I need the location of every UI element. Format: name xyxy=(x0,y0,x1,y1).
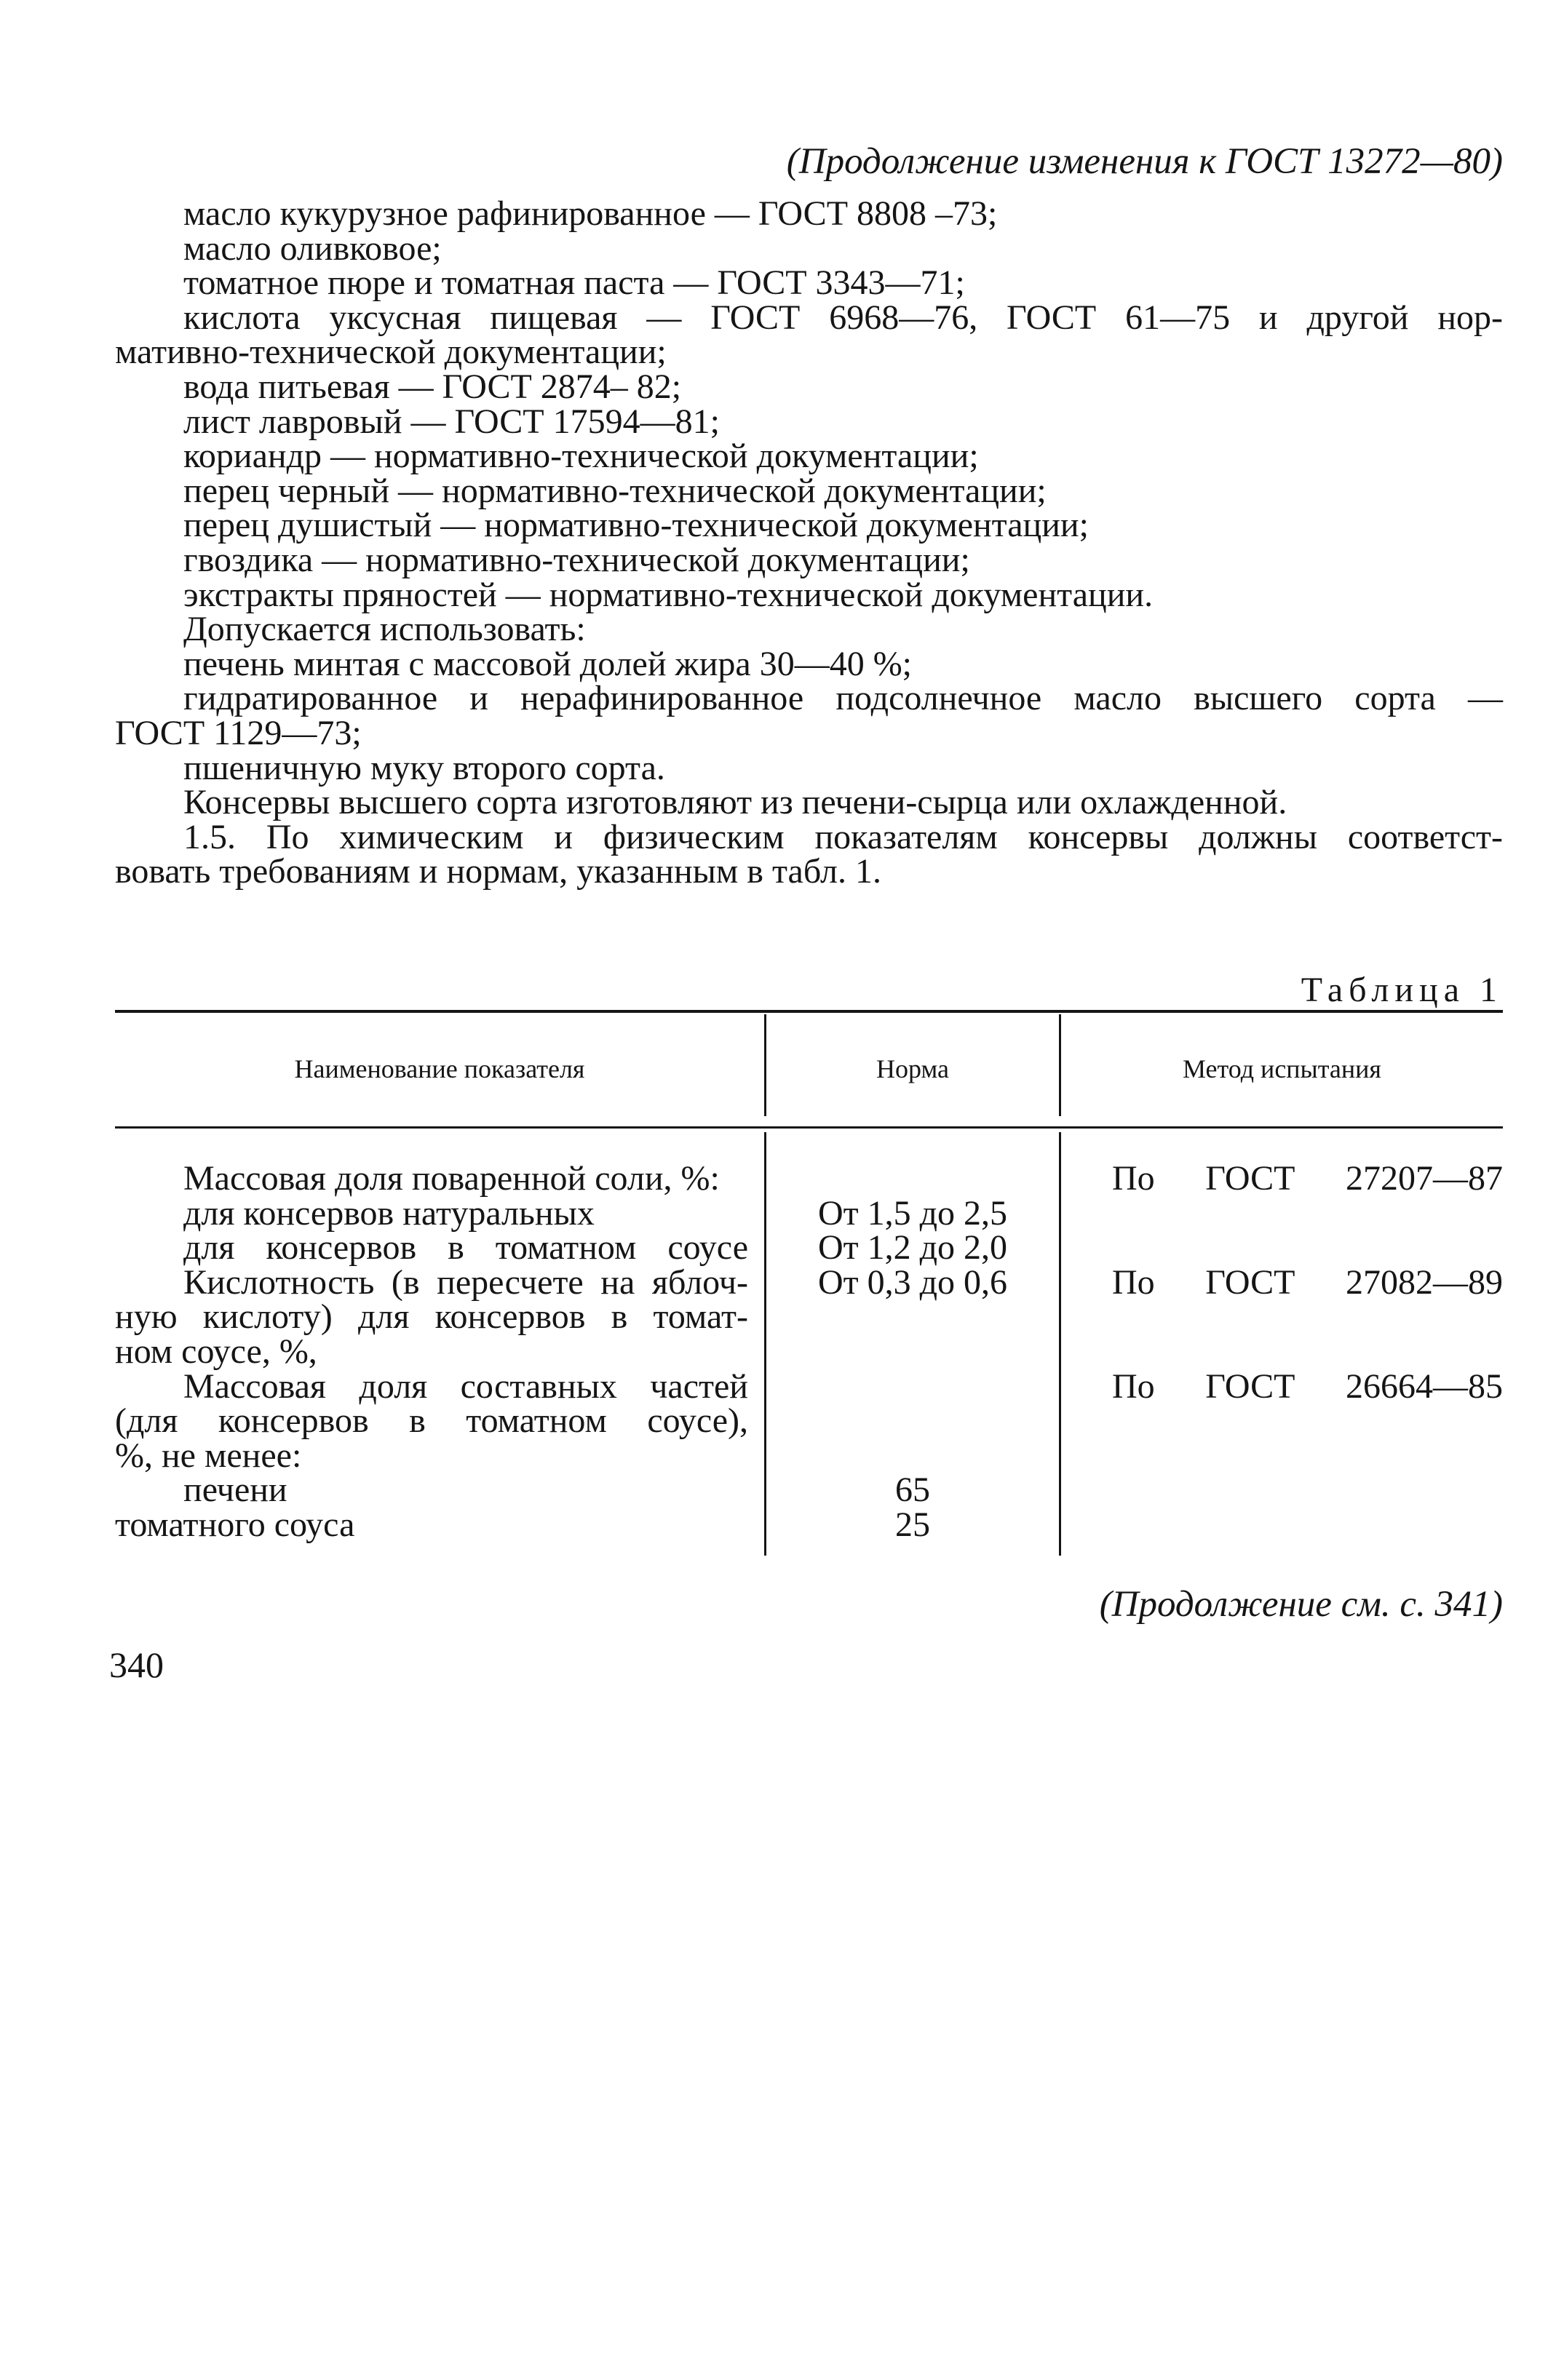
body-line: масло кукурузное рафинированное — ГОСТ 8808 –73; xyxy=(183,194,998,233)
table-cell-name: томатного соуса xyxy=(115,1505,355,1544)
table-name-column xyxy=(115,1161,748,1543)
body-line: гидратированное и нерафинированное подсолнечное масло высшего сорта — xyxy=(183,679,1503,718)
table-header-norm: Норма xyxy=(876,1054,949,1083)
table-cell-name: ную кислоту) для консервов в томат- xyxy=(115,1297,748,1337)
body-line: лист лавровый — ГОСТ 17594—81; xyxy=(183,402,720,441)
table-header-method: Метод испытания xyxy=(1183,1054,1381,1083)
table-cell-name: для консервов натуральных xyxy=(183,1193,595,1233)
method-gost: ГОСТ xyxy=(1205,1366,1295,1406)
method-gost: ГОСТ xyxy=(1205,1159,1295,1198)
body-line: вовать требованиям и нормам, указанным в табл. 1. xyxy=(115,852,881,891)
body-line: гвоздика — нормативно-технической документации; xyxy=(183,540,970,579)
table-top-rule xyxy=(115,1010,1503,1013)
body-text xyxy=(115,196,1503,889)
table-header-rule xyxy=(115,1126,1503,1129)
continued-note: (Продолжение см. с. 341) xyxy=(1099,1584,1503,1625)
table-cell-name: %, не менее: xyxy=(115,1436,302,1475)
table-cell-name: Массовая доля поваренной соли, %: xyxy=(183,1159,720,1198)
method-number: 26664—85 xyxy=(1346,1366,1503,1406)
method-prefix: По xyxy=(1112,1262,1155,1302)
body-line: печень минтая с массовой долей жира 30—40 %; xyxy=(183,644,913,683)
body-line: экстракты пряностей — нормативно-технической документации. xyxy=(183,575,1154,614)
table-cell-norm: От 0,3 до 0,6 xyxy=(817,1262,1008,1302)
body-line: Допускается использовать: xyxy=(183,610,586,649)
table-cell-norm: 25 xyxy=(895,1505,930,1544)
table-cell-name: печени xyxy=(183,1470,287,1510)
running-head: (Продолжение изменения к ГОСТ 13272—80) xyxy=(786,141,1503,182)
method-gost: ГОСТ xyxy=(1205,1262,1295,1302)
body-line: ГОСТ 1129—73; xyxy=(115,713,362,752)
body-line: кориандр — нормативно-технической документации; xyxy=(183,437,979,476)
table-header-name: Наименование показателя xyxy=(294,1054,585,1083)
table-cell-norm: 65 xyxy=(895,1470,930,1510)
table-cell-name: Кислотность (в пересчете на яблоч- xyxy=(183,1262,748,1302)
page-number: 340 xyxy=(109,1644,164,1685)
table-cell-method xyxy=(1112,1161,1503,1196)
body-line: перец душистый — нормативно-технической документации; xyxy=(183,506,1089,545)
table-cell-name: ном соусе, %, xyxy=(115,1332,317,1371)
body-line: пшеничную муку второго сорта. xyxy=(183,748,665,787)
table-cell-name: Массовая доля составных частей xyxy=(183,1366,748,1406)
table-cell-method xyxy=(1112,1262,1503,1302)
body-line: Консервы высшего сорта изготовляют из печени-сырца или охлажденной. xyxy=(183,783,1287,822)
table-cell-name: (для консервов в томатном соусе), xyxy=(115,1401,748,1441)
table-cell-method xyxy=(1112,1366,1503,1406)
body-line: мативно-технической документации; xyxy=(115,333,667,372)
body-line: кислота уксусная пищевая — ГОСТ 6968—76, ГОСТ 61—75 и другой нор- xyxy=(183,298,1503,337)
method-number: 27207—87 xyxy=(1346,1159,1503,1198)
body-line: перец черный — нормативно-технической документации; xyxy=(183,471,1047,510)
method-prefix: По xyxy=(1112,1366,1155,1406)
body-line: 1.5. По химическим и физическим показателям консервы должны соответст- xyxy=(183,817,1503,856)
table-caption: Таблица 1 xyxy=(1301,971,1503,1009)
table-column-divider xyxy=(1059,1132,1061,1556)
body-line: вода питьевая — ГОСТ 2874– 82; xyxy=(183,367,682,406)
method-prefix: По xyxy=(1112,1159,1155,1198)
body-line: масло оливковое; xyxy=(183,228,442,268)
body-line: томатное пюре и томатная паста — ГОСТ 3343—71; xyxy=(183,263,965,303)
table-cell-norm: От 1,5 до 2,5 xyxy=(817,1193,1008,1233)
table-cell-norm: От 1,2 до 2,0 xyxy=(817,1228,1008,1267)
table-cell-name: для консервов в томатном соусе xyxy=(183,1228,748,1267)
method-number: 27082—89 xyxy=(1346,1262,1503,1302)
